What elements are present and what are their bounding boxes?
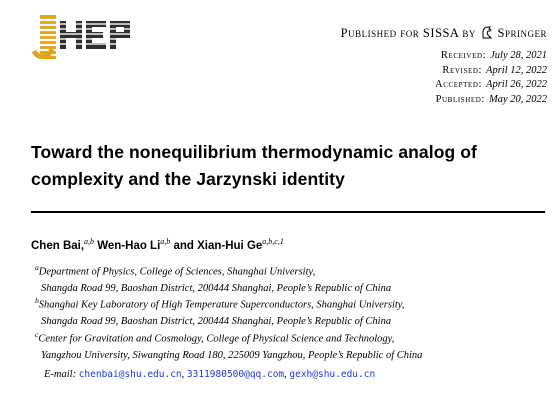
author-name: Chen Bai, — [31, 239, 85, 252]
email-label: E-mail: — [44, 369, 77, 380]
author-affil-marks: a,b — [84, 237, 95, 246]
title-line-1: Toward the nonequilibrium thermodynamic analog of — [31, 142, 477, 162]
affiliation-b — [35, 293, 404, 331]
email-link[interactable]: gexh@shu.edu.cn — [289, 369, 376, 380]
date-row — [435, 64, 547, 79]
paper-title — [31, 139, 546, 193]
affiliation-line-1: Department of Physics, College of Sciences, Shanghai University, — [38, 266, 316, 278]
affiliation-line-2: Shangda Road 99, Baoshan District, 200444 Shanghai, People’s Republic of China — [41, 283, 392, 294]
logo-hep-letters — [60, 21, 130, 49]
date-row — [435, 49, 547, 64]
affiliation-line-1: Center for Gravitation and Cosmology, College of Physical Science and Technology, — [38, 333, 395, 345]
article-dates — [435, 49, 547, 107]
date-value: July 28, 2021 — [490, 50, 547, 61]
affiliation-mark: c — [35, 330, 39, 339]
date-value: April 26, 2022 — [486, 79, 547, 90]
affiliation-mark: b — [35, 296, 39, 305]
affiliation-a — [35, 260, 391, 298]
author-affil-marks: a,b,c,1 — [262, 237, 284, 246]
date-label: Accepted: — [435, 79, 483, 90]
affiliation-mark: a — [35, 263, 39, 272]
author-list — [31, 237, 284, 252]
affiliation-line-1: Shanghai Key Laboratory of High Temperature Superconductors, Shanghai University, — [38, 299, 405, 311]
date-label: Revised: — [442, 64, 483, 76]
title-line-2: complexity and the Jarzynski identity — [31, 169, 345, 189]
author-name: Wen-Hao Li — [94, 239, 161, 252]
date-label: Published: — [435, 93, 485, 105]
published-prefix: Published for SISSA by — [340, 26, 476, 40]
logo-j-block — [34, 15, 56, 59]
affiliation-c — [35, 327, 422, 365]
jhep-logo — [30, 15, 134, 59]
email-link[interactable]: 3311980500@qq.com — [186, 369, 285, 380]
date-label: Received: — [440, 50, 487, 61]
affiliation-line-2: Shangda Road 99, Baoshan District, 200444 Shanghai, People’s Republic of China — [41, 316, 392, 327]
affiliation-line-2: Yangzhou University, Siwangting Road 180, 225009 Yangzhou, People’s Republic of China — [41, 350, 423, 361]
email-link[interactable]: chenbai@shu.edu.cn — [78, 369, 182, 380]
author-affil-marks: a,b — [160, 237, 171, 246]
published-for-sissa-line — [341, 26, 547, 43]
date-row — [435, 78, 547, 93]
date-value: April 12, 2022 — [486, 64, 547, 76]
springer-horse-icon — [481, 26, 493, 43]
title-divider — [31, 211, 545, 213]
publisher-name: Springer — [497, 26, 547, 40]
date-row — [435, 93, 547, 108]
author-name: and Xian-Hui Ge — [170, 239, 263, 252]
email-line: E-mail: chenbai@shu.edu.cn, 3311980500@qq.com, gexh@shu.edu.cn — [44, 369, 376, 380]
date-value: May 20, 2022 — [488, 93, 547, 105]
